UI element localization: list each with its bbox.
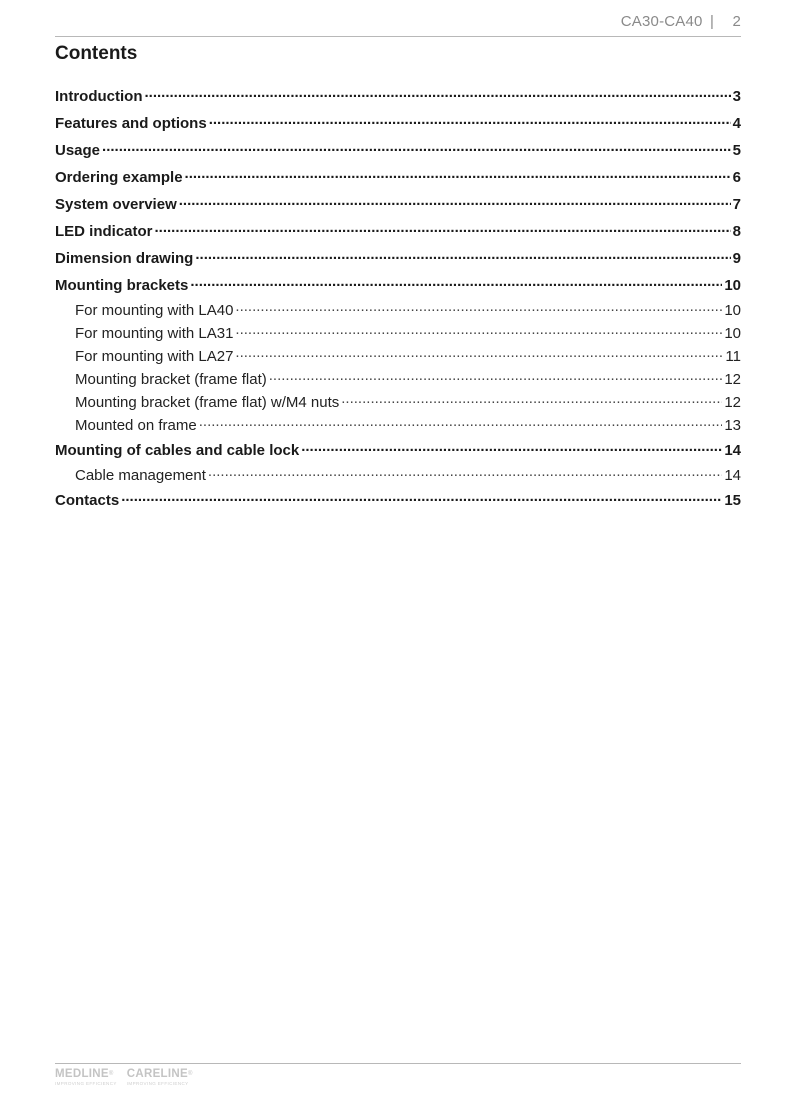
dot-leader [199, 414, 723, 437]
dot-leader [209, 110, 731, 137]
logo-name [55, 1068, 117, 1081]
dot-leader [269, 368, 723, 391]
dot-leader [235, 345, 723, 368]
toc-subentry[interactable] [55, 345, 741, 368]
dot-leader [185, 164, 731, 191]
toc-entry-label: Usage [55, 142, 101, 159]
toc-entry[interactable] [55, 245, 741, 272]
brand-logo [55, 1068, 117, 1087]
header-text [621, 13, 741, 30]
toc-entry-page: 10 [724, 277, 741, 294]
toc-subentry[interactable] [55, 414, 741, 437]
registered-mark: ® [108, 1071, 114, 1077]
toc-entry-page: 10 [724, 325, 741, 342]
toc-entry-page: 7 [732, 196, 741, 213]
toc-entry-page: 11 [725, 348, 741, 365]
toc-entry-label: Contacts [55, 492, 120, 509]
registered-mark: ® [187, 1071, 193, 1077]
dot-leader [195, 245, 730, 272]
toc-entry-label: For mounting with LA31 [75, 325, 234, 342]
toc-entry-label: For mounting with LA40 [75, 302, 234, 319]
page-footer [55, 1063, 741, 1094]
toc-entry-label: Mounting brackets [55, 277, 189, 294]
toc-entry-page: 6 [732, 169, 741, 186]
table-of-contents [55, 83, 741, 514]
toc-entry-page: 12 [724, 371, 741, 388]
toc-entry-page: 3 [732, 88, 741, 105]
toc-entry[interactable] [55, 110, 741, 137]
toc-entry-page: 14 [724, 442, 741, 459]
logo-wordmark: MEDLINE [55, 1068, 109, 1080]
toc-entry-label: Cable management [75, 467, 206, 484]
toc-entry-label: Mounting of cables and cable lock [55, 442, 300, 459]
toc-entry-label: Mounting bracket (frame flat) [75, 371, 267, 388]
toc-entry-label: Dimension drawing [55, 250, 194, 267]
toc-entry[interactable] [55, 437, 741, 464]
dot-leader [341, 391, 722, 414]
page-title: Contents [55, 43, 138, 64]
toc-subentry[interactable] [55, 391, 741, 414]
dot-leader [155, 218, 731, 245]
page-number: 2 [732, 13, 741, 30]
toc-entry-page: 8 [732, 223, 741, 240]
dot-leader [301, 437, 722, 464]
toc-entry-page: 10 [724, 302, 741, 319]
toc-entry-page: 9 [732, 250, 741, 267]
dot-leader [235, 299, 722, 322]
header-separator: | [709, 13, 715, 30]
dot-leader [102, 137, 731, 164]
toc-entry-label: LED indicator [55, 223, 153, 240]
toc-entry-label: Mounting bracket (frame flat) w/M4 nuts [75, 394, 340, 411]
dot-leader [179, 191, 731, 218]
dot-leader [121, 487, 722, 514]
toc-entry[interactable] [55, 164, 741, 191]
logo-tagline: IMPROVING EFFICIENCY [55, 1081, 117, 1086]
toc-entry-page: 14 [724, 467, 741, 484]
toc-entry-page: 4 [732, 115, 741, 132]
toc-entry-page: 12 [724, 394, 741, 411]
toc-entry-page: 13 [724, 417, 741, 434]
toc-entry-label: Mounted on frame [75, 417, 197, 434]
toc-entry[interactable] [55, 272, 741, 299]
dot-leader [235, 322, 722, 345]
toc-entry-page: 15 [724, 492, 741, 509]
toc-subentry[interactable] [55, 322, 741, 345]
toc-entry-label: Introduction [55, 88, 143, 105]
toc-entry-label: Ordering example [55, 169, 183, 186]
toc-entry-page: 5 [732, 142, 741, 159]
brand-logo [127, 1068, 193, 1087]
dot-leader [208, 464, 722, 487]
toc-entry[interactable] [55, 487, 741, 514]
logo-tagline: IMPROVING EFFICIENCY [126, 1081, 189, 1086]
dot-leader [144, 83, 730, 110]
footer-logos [55, 1068, 193, 1087]
page-header [55, 12, 741, 37]
toc-entry[interactable] [55, 218, 741, 245]
dot-leader [190, 272, 722, 299]
toc-subentry[interactable] [55, 299, 741, 322]
logo-wordmark: CARELINE [126, 1068, 188, 1080]
toc-subentry[interactable] [55, 368, 741, 391]
toc-entry[interactable] [55, 83, 741, 110]
toc-entry[interactable] [55, 191, 741, 218]
doc-code: CA30-CA40 [620, 13, 703, 30]
toc-entry-label: For mounting with LA27 [75, 348, 234, 365]
logo-name [127, 1068, 193, 1081]
toc-entry[interactable] [55, 137, 741, 164]
toc-subentry[interactable] [55, 464, 741, 487]
toc-entry-label: Features and options [55, 115, 207, 132]
toc-entry-label: System overview [55, 196, 177, 213]
